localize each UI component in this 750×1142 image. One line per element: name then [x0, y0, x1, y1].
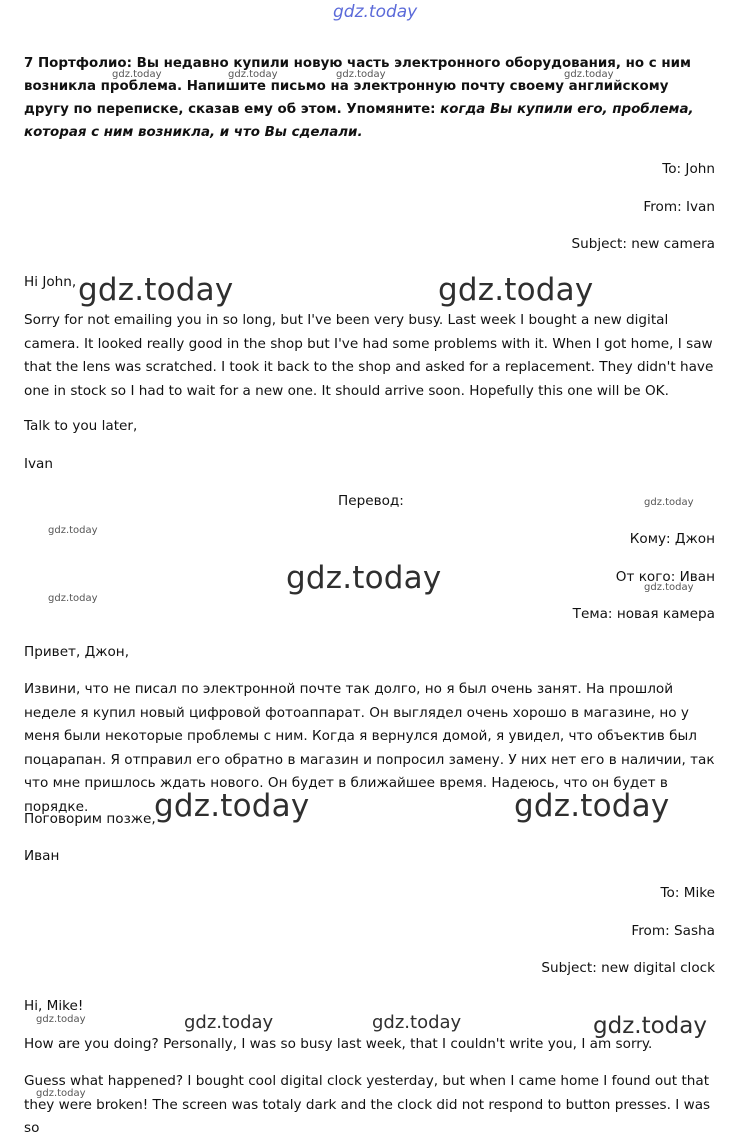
watermark-large: gdz.today: [438, 272, 594, 308]
letter1-subject: Subject: new camera: [571, 236, 715, 252]
letter2-subject: Subject: new digital clock: [541, 960, 715, 976]
letter2-line2: Guess what happened? I bought cool digital clock yesterday, but when I came home I found out that they were broken! The screen was totaly dark and the clock did not respond to button presses. I was so: [24, 1073, 711, 1136]
watermark-large: gdz.today: [154, 788, 310, 824]
translation-to: Кому: Джон: [629, 531, 715, 547]
watermark-large: gdz.today: [514, 788, 670, 824]
letter1-greeting: Hi John,: [24, 274, 77, 290]
letter2-line1: How are you doing? Personally, I was so busy last week, that I couldn't write you, I am sorry.: [24, 1036, 653, 1052]
watermark-small: gdz.today: [36, 1014, 86, 1025]
watermark-small: gdz.today: [48, 525, 98, 536]
task-statement: [24, 52, 715, 144]
translation-heading: Перевод:: [338, 493, 404, 509]
watermark-large: gdz.today: [286, 560, 442, 596]
site-watermark-top: gdz.today: [333, 2, 418, 22]
watermark-small: gdz.today: [564, 69, 614, 80]
letter2-from: From: Sasha: [631, 923, 715, 939]
watermark-medium: gdz.today: [184, 1012, 274, 1033]
watermark-small: gdz.today: [644, 497, 694, 508]
translation-signature: Иван: [24, 848, 60, 864]
watermark-small: gdz.today: [336, 69, 386, 80]
translation-subject: Тема: новая камера: [572, 606, 715, 622]
watermark-small: gdz.today: [48, 593, 98, 604]
watermark-small: gdz.today: [36, 1088, 86, 1099]
watermark-medium: gdz.today: [593, 1013, 707, 1039]
letter1-from: From: Ivan: [643, 199, 715, 215]
watermark-medium: gdz.today: [372, 1012, 462, 1033]
translation-body: Извини, что не писал по электронной почте так долго, но я был очень занят. На прошлой неделе я купил новый цифровой фотоаппарат. Он выглядел очень хорошо в магазине, но у меня были некоторые проблемы с ним. Когда я вернулся домой, я увидел, что объектив был поцарапан. Я отправил его обратно в магазин и попросил замену. У них нет его в наличии, так что мне пришлось ждать нового. Он будет в ближайшее время. Надеюсь, что он будет в порядке.: [24, 681, 715, 815]
watermark-large: gdz.today: [78, 272, 234, 308]
translation-closing: Поговорим позже,: [24, 811, 156, 827]
letter1-to: To: John: [662, 161, 715, 177]
letter1-body: Sorry for not emailing you in so long, but I've been very busy. Last week I bought a new digital camera. It looked really good in the shop but I've had some problems with it. When I got home, I saw that the lens was scratched. I took it back to the shop and asked for a replacement. They didn't have one in stock so I had to wait for a new one. It should arrive soon. Hopefully this one will be OK.: [24, 312, 714, 399]
translation-from: От кого: Иван: [615, 569, 715, 585]
watermark-small: gdz.today: [112, 69, 162, 80]
letter2-to: To: Mike: [660, 885, 715, 901]
translation-greeting: Привет, Джон,: [24, 644, 130, 660]
letter1-signature: Ivan: [24, 456, 53, 472]
letter2-greeting: Hi, Mike!: [24, 998, 84, 1014]
task-statement-italic: когда Вы купили его, проблема, которая с ним возникла, и что Вы сделали.: [24, 102, 694, 140]
task-statement-bold: 7 Портфолио: Вы недавно купили новую часть электронного оборудования, но с ним возникла проблема. Напишите письмо на электронную почту своему английскому другу по переписке, сказав ему об этом. Упомяните:: [24, 56, 691, 117]
letter1-closing: Talk to you later,: [24, 418, 138, 434]
watermark-small: gdz.today: [228, 69, 278, 80]
watermark-small: gdz.today: [644, 582, 694, 593]
